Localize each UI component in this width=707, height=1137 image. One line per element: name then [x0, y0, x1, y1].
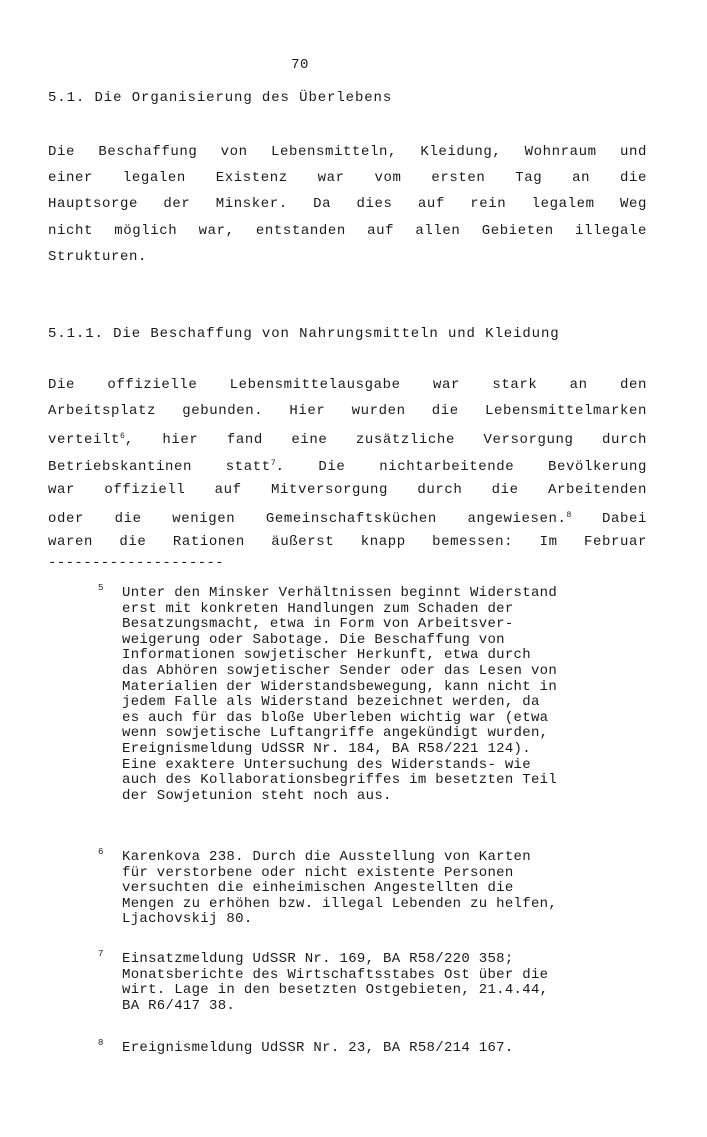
paragraph-2-text: Betriebskantinen statt — [48, 458, 271, 475]
footnote-line: auch des Kollaborationsbegriffes im besetzten Teil — [122, 773, 558, 789]
footnote-marker: 5 — [98, 583, 104, 593]
footnote-ref-7: 7 — [270, 458, 276, 468]
footnote-line: Informationen sowjetischer Herkunft, etwa durch — [122, 648, 531, 664]
footnote-line: Eine exaktere Untersuchung des Widerstands- wie — [122, 757, 531, 773]
footnote-line: das Abhören sowjetischer Sender oder das Lesen von — [122, 663, 558, 679]
footnote-text — [122, 1041, 651, 1057]
footnote-line: weigerung oder Sabotage. Die Beschaffung von — [122, 632, 505, 648]
footnote-line: wenn sowjetische Luftangriffe angekündigt wurden, — [122, 726, 549, 742]
footnote-line: es auch für das bloße Überleben wichtig war (etwa — [122, 710, 549, 726]
paragraph-1-line: Die Beschaffung von Lebensmitteln, Kleidung, Wohnraum und — [48, 144, 647, 160]
footnote-line: für verstorbene oder nicht existente Personen — [122, 865, 514, 881]
paragraph-2-line: Arbeitsplatz gebunden. Hier wurden die Lebensmittelmarken — [48, 403, 647, 420]
footnote-line: versuchten die einheimischen Angestellten die — [122, 881, 514, 897]
section-heading-5-1: 5.1. Die Organisierung des Überlebens — [48, 90, 393, 106]
footnote-line: Ereignismeldung UdSSR Nr. 23, BA R58/214 167. — [122, 1041, 514, 1056]
paragraph-2-line — [48, 503, 647, 529]
footnote-marker: 8 — [98, 1038, 104, 1048]
footnote-text — [122, 952, 651, 1014]
paragraph-2 — [48, 372, 647, 555]
footnote-marker: 7 — [98, 949, 104, 959]
paragraph-2-text: oder die wenigen Gemeinschaftsküchen angewiesen. — [48, 510, 567, 527]
paragraph-2-text: verteilt — [48, 432, 121, 449]
footnote-line: der Sowjetunion steht noch aus. — [122, 788, 392, 804]
footnote-line: BA R6/417 38. — [122, 998, 236, 1014]
paragraph-2-text: . Die nichtarbeitende Bevölkerung — [275, 458, 647, 475]
footnote-separator: -------------------- — [48, 555, 225, 571]
page-number: 70 — [291, 57, 309, 73]
paragraph-1-line: einer legalen Existenz war vom ersten Tag an die — [48, 170, 647, 187]
paragraph-2-text: Dabei — [571, 510, 647, 527]
paragraph-2-line: war offiziell auf Mitversorgung durch die Arbeitenden — [48, 481, 647, 498]
footnote-line: Karenkova 238. Durch die Ausstellung von Karten — [122, 850, 531, 865]
footnote-line: Ljachovskij 80. — [122, 912, 253, 928]
footnote-line: Besatzungsmacht, etwa in Form von Arbeitsver- — [122, 617, 514, 633]
paragraph-2-line — [48, 451, 647, 477]
paragraph-1 — [48, 139, 647, 270]
footnote-text — [122, 850, 651, 928]
footnote-line: jedem Falle als Widerstand bezeichnet werden, da — [122, 695, 540, 711]
paragraph-1-line: nicht möglich war, entstanden auf allen Gebieten illegale — [48, 222, 647, 239]
footnote-ref-8: 8 — [566, 510, 572, 520]
footnote-line: Einsatzmeldung UdSSR Nr. 169, BA R58/220 358; — [122, 952, 514, 967]
paragraph-1-line: Hauptsorge der Minsker. Da dies auf rein legalem Weg — [48, 196, 647, 213]
footnote-ref-6: 6 — [120, 432, 125, 442]
footnote-line: Materialien der Widerstandsbewegung, kann nicht in — [122, 679, 558, 695]
paragraph-2-line: waren die Rationen äußerst knapp bemessen: Im Februar — [48, 534, 647, 551]
footnote-line: wirt. Lage in den besetzten Ostgebieten, 21.4.44, — [122, 983, 549, 999]
footnote-line: erst mit konkreten Handlungen zum Schaden der — [122, 601, 514, 617]
paragraph-2-line: Die offizielle Lebensmittelausgabe war stark an den — [48, 377, 647, 393]
paragraph-1-line: Strukturen. — [48, 248, 148, 265]
section-heading-5-1-1: 5.1.1. Die Beschaffung von Nahrungsmitteln und Kleidung — [48, 326, 560, 342]
footnote-text — [122, 586, 651, 804]
footnote-line: Monatsberichte des Wirtschaftsstabes Ost über die — [122, 967, 549, 983]
footnote-marker: 6 — [98, 847, 104, 857]
paragraph-2-line — [48, 424, 647, 450]
footnote-line: Mengen zu erhöhen bzw. illegal Lebenden zu helfen, — [122, 896, 558, 912]
footnote-line: Unter den Minsker Verhältnissen beginnt Widerstand — [122, 586, 558, 601]
footnote-line: Ereignismeldung UdSSR Nr. 184, BA R58/221 124). — [122, 741, 531, 757]
paragraph-2-text: , hier fand eine zusätzliche Versorgung durch — [124, 432, 647, 449]
